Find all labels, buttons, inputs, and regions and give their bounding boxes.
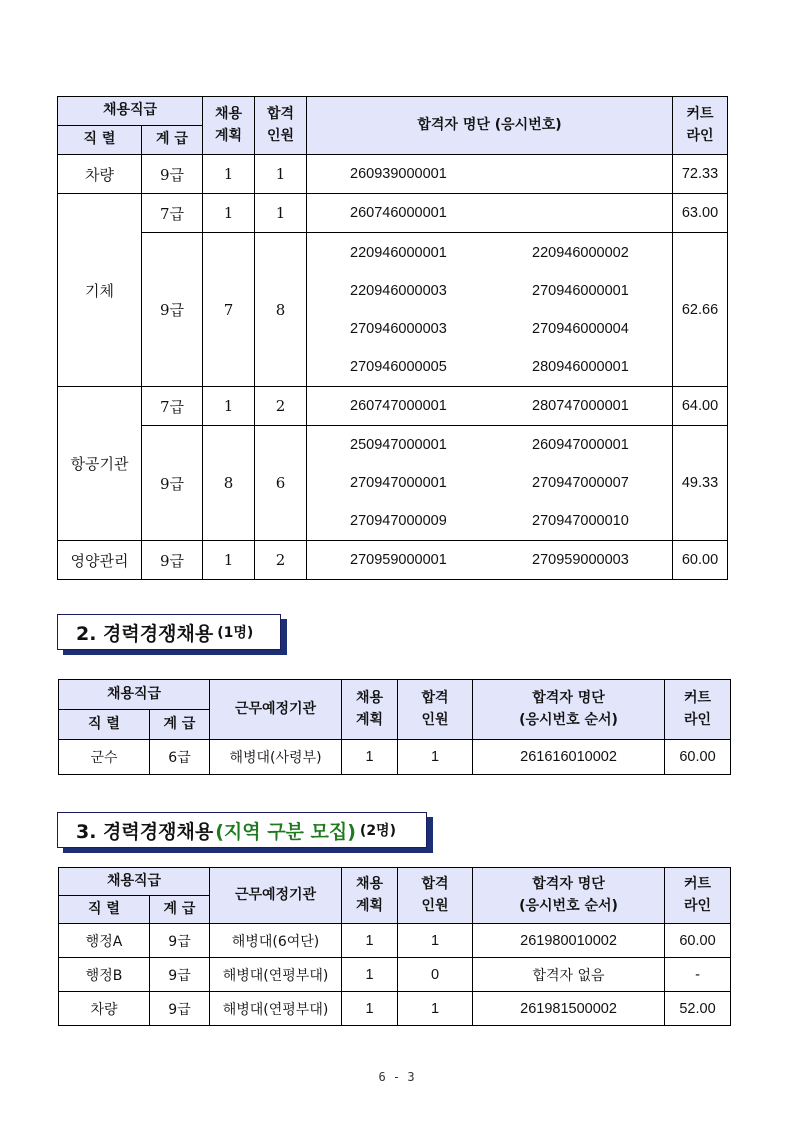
header-position-group: 채용직급 — [59, 680, 210, 710]
header-grade: 계 급 — [150, 710, 210, 740]
grade-cell: 9급 — [150, 992, 210, 1026]
grade-cell: 9급 — [150, 924, 210, 958]
plan-cell: 7 — [203, 233, 255, 387]
candidate-number: 260747000001 — [350, 398, 447, 414]
agency-cell: 해병대(연평부대) — [210, 958, 342, 992]
cutoff-cell: 60.00 — [673, 541, 728, 580]
header-grade: 계 급 — [150, 896, 210, 924]
job-series-cell: 차량 — [58, 155, 142, 194]
grade-cell: 9급 — [142, 541, 203, 580]
candidate-number: 260939000001 — [350, 166, 447, 182]
cutoff-cell: - — [665, 958, 731, 992]
job-series-cell: 행정A — [59, 924, 150, 958]
plan-cell: 1 — [203, 194, 255, 233]
passed-cell: 0 — [398, 958, 473, 992]
table-row — [58, 155, 728, 194]
plan-cell: 1 — [342, 740, 398, 775]
candidate-number: 280747000001 — [532, 398, 629, 414]
candidate-number: 270946000005 — [350, 358, 447, 375]
table-row — [58, 233, 728, 387]
section-title: 2. 경력경쟁채용 — [76, 622, 214, 645]
section-count: (2명) — [359, 823, 396, 839]
header-agency: 근무예정기관 — [210, 868, 342, 924]
grade-cell: 9급 — [150, 958, 210, 992]
plan-cell: 1 — [203, 155, 255, 194]
header-passed: 합격 인원 — [398, 868, 473, 924]
candidate-number: 270947000001 — [350, 475, 447, 491]
candidate-number: 220946000002 — [532, 244, 629, 261]
passed-cell: 1 — [398, 992, 473, 1026]
header-job-series: 직 렬 — [59, 710, 150, 740]
section-accent: (지역 구분 모집) — [215, 820, 356, 843]
passer-list-cell — [307, 155, 673, 194]
header-passed: 합격 인원 — [255, 97, 307, 155]
header-job-series: 직 렬 — [59, 896, 150, 924]
cutoff-cell: 72.33 — [673, 155, 728, 194]
page-number: 6 - 3 — [378, 1070, 415, 1084]
table-row — [58, 194, 728, 233]
table-row — [59, 992, 731, 1026]
passed-cell: 2 — [255, 541, 307, 580]
table-row — [58, 387, 728, 426]
agency-cell: 해병대(사령부) — [210, 740, 342, 775]
cutoff-cell: 60.00 — [665, 924, 731, 958]
candidate-number: 220946000003 — [350, 282, 447, 299]
job-series-cell: 행정B — [59, 958, 150, 992]
plan-cell: 8 — [203, 426, 255, 541]
header-plan: 채용 계획 — [342, 680, 398, 740]
job-series-cell: 차량 — [59, 992, 150, 1026]
plan-cell: 1 — [203, 541, 255, 580]
grade-cell: 9급 — [142, 155, 203, 194]
table-row — [59, 740, 731, 775]
agency-cell: 해병대(6여단) — [210, 924, 342, 958]
section-count: (1명) — [217, 625, 254, 641]
job-series-cell: 기체 — [58, 194, 142, 387]
grade-cell: 7급 — [142, 194, 203, 233]
candidate-number: 270946000003 — [350, 320, 447, 337]
passer-list-cell — [307, 233, 673, 387]
candidate-number: 270959000003 — [532, 552, 629, 568]
cutoff-cell: 62.66 — [673, 233, 728, 387]
plan-cell: 1 — [342, 958, 398, 992]
passed-cell: 1 — [398, 924, 473, 958]
section-heading-career-recruitment — [57, 614, 281, 650]
header-cutoff: 커트 라인 — [665, 868, 731, 924]
grade-cell: 9급 — [142, 426, 203, 541]
passer-list-cell: 261981500002 — [473, 992, 665, 1026]
recruitment-results-table — [57, 96, 728, 580]
passer-list-cell: 261980010002 — [473, 924, 665, 958]
passer-list-cell: 261616010002 — [473, 740, 665, 775]
grade-cell: 6급 — [150, 740, 210, 775]
section-heading-regional-recruitment — [57, 812, 427, 848]
table-row — [58, 426, 728, 541]
table-row — [59, 958, 731, 992]
candidate-number: 260947000001 — [532, 437, 629, 453]
passer-list-cell — [307, 387, 673, 426]
header-cutoff: 커트 라인 — [665, 680, 731, 740]
agency-cell: 해병대(연평부대) — [210, 992, 342, 1026]
passed-cell: 1 — [255, 155, 307, 194]
job-series-cell: 항공기관 — [58, 387, 142, 541]
header-grade: 계 급 — [142, 126, 203, 155]
passed-cell: 6 — [255, 426, 307, 541]
passed-cell: 1 — [255, 194, 307, 233]
header-plan: 채용 계획 — [342, 868, 398, 924]
passed-cell: 2 — [255, 387, 307, 426]
candidate-number: 220946000001 — [350, 244, 447, 261]
cutoff-cell: 60.00 — [665, 740, 731, 775]
header-position-group: 채용직급 — [59, 868, 210, 896]
plan-cell: 1 — [203, 387, 255, 426]
cutoff-cell: 52.00 — [665, 992, 731, 1026]
header-job-series: 직 렬 — [58, 126, 142, 155]
candidate-number: 270946000004 — [532, 320, 629, 337]
candidate-number: 270959000001 — [350, 552, 447, 568]
cutoff-cell: 49.33 — [673, 426, 728, 541]
candidate-number: 270947000009 — [350, 513, 447, 529]
passer-list-cell — [307, 194, 673, 233]
regional-recruitment-table — [58, 867, 731, 1026]
header-passed: 합격 인원 — [398, 680, 473, 740]
candidate-number: 280946000001 — [532, 358, 629, 375]
grade-cell: 7급 — [142, 387, 203, 426]
passed-cell: 8 — [255, 233, 307, 387]
plan-cell: 1 — [342, 992, 398, 1026]
candidate-number: 270947000010 — [532, 513, 629, 529]
passed-cell: 1 — [398, 740, 473, 775]
career-recruitment-table — [58, 679, 731, 775]
plan-cell: 1 — [342, 924, 398, 958]
header-agency: 근무예정기관 — [210, 680, 342, 740]
candidate-number: 260746000001 — [350, 205, 447, 221]
header-position-group: 채용직급 — [58, 97, 203, 126]
header-plan: 채용 계획 — [203, 97, 255, 155]
grade-cell: 9급 — [142, 233, 203, 387]
passer-list-cell — [307, 426, 673, 541]
header-passer-list: 합격자 명단 (응시번호 순서) — [473, 868, 665, 924]
job-series-cell: 군수 — [59, 740, 150, 775]
table-row — [59, 924, 731, 958]
cutoff-cell: 64.00 — [673, 387, 728, 426]
header-passer-list: 합격자 명단 (응시번호 순서) — [473, 680, 665, 740]
candidate-number: 270946000001 — [532, 282, 629, 299]
candidate-number: 250947000001 — [350, 437, 447, 453]
header-passer-list: 합격자 명단 (응시번호) — [307, 97, 673, 155]
passer-list-cell: 합격자 없음 — [473, 958, 665, 992]
passer-list-cell — [307, 541, 673, 580]
header-cutoff: 커트 라인 — [673, 97, 728, 155]
job-series-cell: 영양관리 — [58, 541, 142, 580]
section-title: 3. 경력경쟁채용 — [76, 820, 214, 843]
cutoff-cell: 63.00 — [673, 194, 728, 233]
candidate-number: 270947000007 — [532, 475, 629, 491]
table-row — [58, 541, 728, 580]
